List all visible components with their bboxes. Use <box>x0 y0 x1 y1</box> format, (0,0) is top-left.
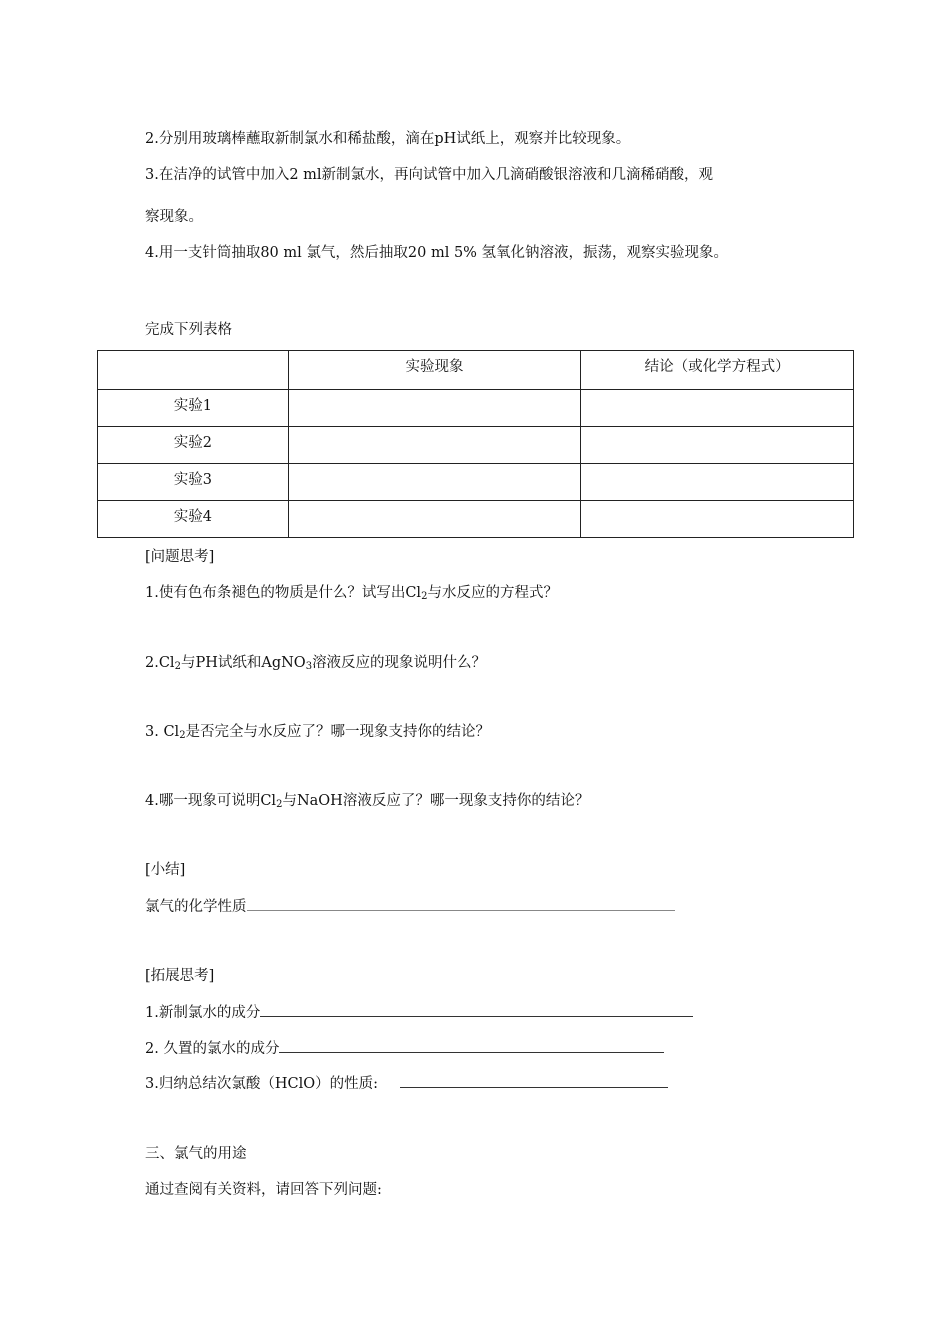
table-row <box>98 501 854 538</box>
step-2: 2.分别用玻璃棒蘸取新制氯水和稀盐酸，滴在pH试纸上，观察并比较现象。 <box>145 131 631 147</box>
header-cell-phenomenon: 实验现象 <box>288 351 581 390</box>
q1-text-a: 1.使有色布条褪色的物质是什么？试写出Cl <box>145 585 422 601</box>
summary-label: 氯气的化学性质 <box>145 899 247 915</box>
table-row <box>98 427 854 464</box>
conclusion-cell[interactable] <box>581 464 854 501</box>
conclusion-cell[interactable] <box>581 501 854 538</box>
section-3-title: 三、氯气的用途 <box>145 1146 247 1162</box>
row-label: 实验2 <box>98 427 289 464</box>
q4-text-a: 4.哪一现象可说明Cl <box>145 793 277 809</box>
phenomenon-cell[interactable] <box>288 427 581 464</box>
q2-text-a: 2.Cl <box>145 655 175 671</box>
extension-2-blank[interactable] <box>279 1038 664 1053</box>
row-label: 实验1 <box>98 390 289 427</box>
extension-3 <box>145 1072 668 1093</box>
row-label: 实验3 <box>98 464 289 501</box>
q2-subscript-2: 3 <box>305 661 313 672</box>
q2-text-b: 与PH试纸和AgNO <box>180 655 306 671</box>
header-cell-conclusion: 结论（或化学方程式） <box>581 351 854 390</box>
q1-subscript: 2 <box>421 591 428 602</box>
table-intro: 完成下列表格 <box>145 322 232 338</box>
extension-1-blank[interactable] <box>260 1002 693 1017</box>
q3-text-a: 3. Cl <box>145 724 180 740</box>
table-row <box>98 464 854 501</box>
extension-2 <box>145 1037 664 1058</box>
q4-subscript: 2 <box>276 799 283 810</box>
conclusion-cell[interactable] <box>581 390 854 427</box>
experiment-table <box>97 350 854 538</box>
table-header-row <box>98 351 854 390</box>
step-3-line2: 察现象。 <box>145 209 203 225</box>
question-4 <box>145 789 589 810</box>
question-3 <box>145 720 490 741</box>
section-3-intro: 通过查阅有关资料，请回答下列问题: <box>145 1182 382 1198</box>
q4-text-b: 与NaOH溶液反应了？哪一现象支持你的结论？ <box>282 793 590 809</box>
step-3-line1: 3.在洁净的试管中加入2 ml新制氯水，再向试管中加入几滴硝酸银溶液和几滴稀硝酸，观 <box>145 167 714 183</box>
extension-heading: [拓展思考] <box>145 968 215 984</box>
conclusion-cell[interactable] <box>581 427 854 464</box>
table-row <box>98 390 854 427</box>
extension-1 <box>145 1001 693 1022</box>
extension-3-blank[interactable] <box>400 1073 668 1088</box>
row-label: 实验4 <box>98 501 289 538</box>
q1-text-b: 与水反应的方程式？ <box>427 585 558 601</box>
q3-text-b: 是否完全与水反应了？哪一现象支持你的结论？ <box>185 724 491 740</box>
header-cell-empty <box>98 351 289 390</box>
extension-3-label: 3.归纳总结次氯酸（HClO）的性质: <box>145 1076 378 1092</box>
questions-heading: [问题思考] <box>145 549 215 565</box>
phenomenon-cell[interactable] <box>288 390 581 427</box>
extension-1-label: 1.新制氯水的成分 <box>145 1005 261 1021</box>
phenomenon-cell[interactable] <box>288 501 581 538</box>
phenomenon-cell[interactable] <box>288 464 581 501</box>
question-1 <box>145 581 558 602</box>
summary-blank[interactable] <box>247 896 675 911</box>
summary-row <box>145 895 675 916</box>
q2-text-c: 溶液反应的现象说明什么？ <box>312 655 487 671</box>
summary-heading: [小结] <box>145 862 186 878</box>
step-4: 4.用一支针筒抽取80 ml 氯气，然后抽取20 ml 5% 氢氧化钠溶液，振荡，观察实验现象。 <box>145 245 729 261</box>
q2-subscript: 2 <box>174 661 181 672</box>
extension-2-label: 2. 久置的氯水的成分 <box>145 1041 280 1057</box>
question-2 <box>145 651 486 672</box>
q3-subscript: 2 <box>179 730 186 741</box>
